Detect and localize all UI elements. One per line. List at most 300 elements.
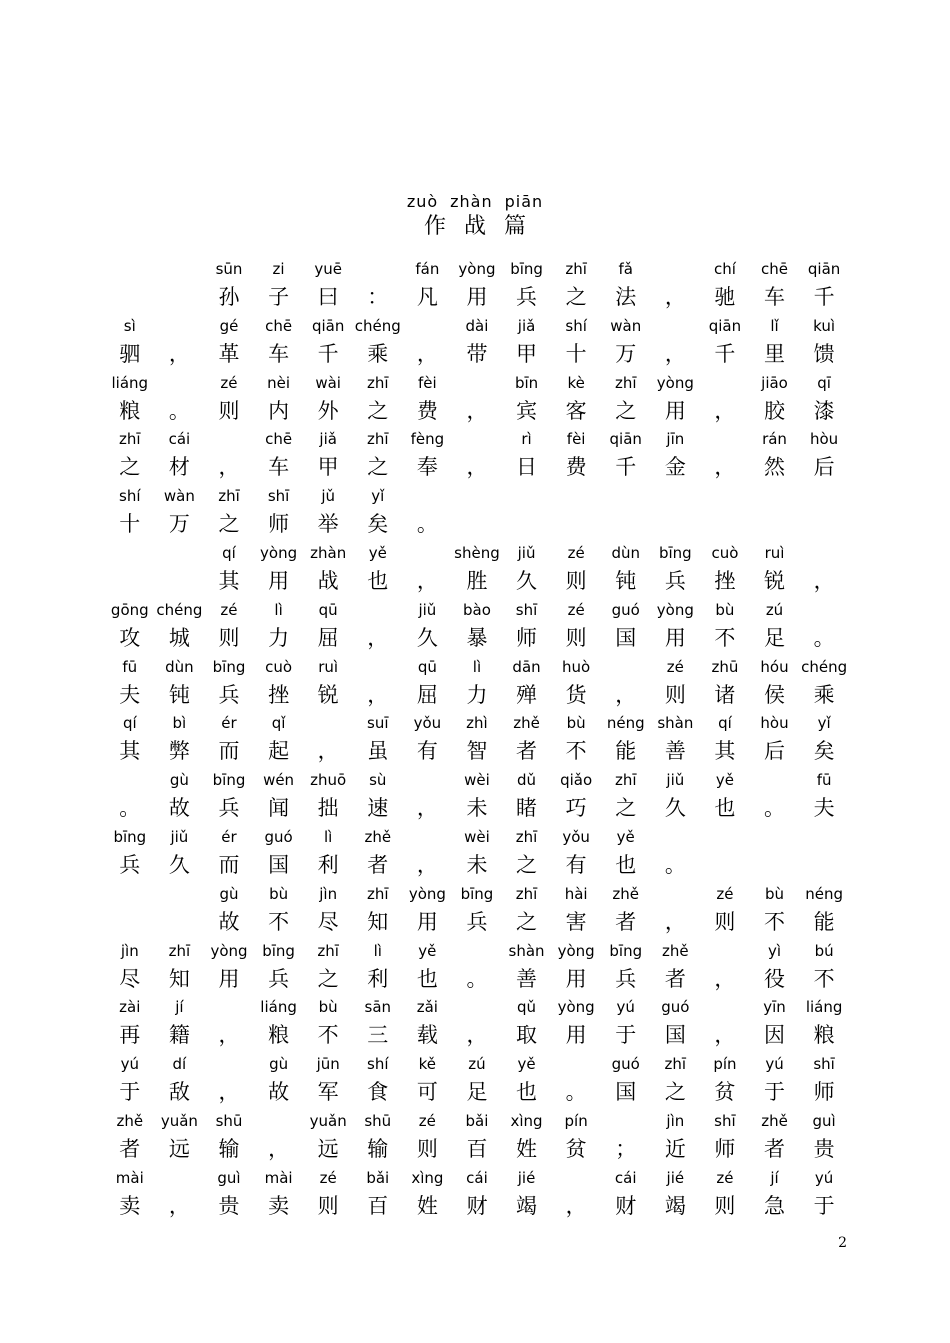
character-cell xyxy=(601,540,651,597)
pinyin: zhī xyxy=(515,884,538,903)
pinyin: fèi xyxy=(566,430,586,449)
hanzi: 用 xyxy=(466,285,488,309)
character-cell xyxy=(502,1108,552,1165)
character-cell xyxy=(155,881,205,938)
pinyin: jīn xyxy=(666,430,685,449)
hanzi: 卖 xyxy=(119,1193,141,1218)
pinyin: wàn xyxy=(610,316,642,335)
character-cell xyxy=(601,597,651,654)
pinyin xyxy=(452,994,502,1020)
character-cell xyxy=(303,1051,353,1108)
character-cell xyxy=(353,994,403,1051)
hanzi: 急 xyxy=(764,1193,786,1218)
hanzi: 夫 xyxy=(813,796,835,821)
hanzi: 粮 xyxy=(813,1023,835,1048)
pinyin xyxy=(105,881,155,907)
character-cell xyxy=(254,483,304,540)
text-line xyxy=(105,597,849,654)
character-cell xyxy=(452,1108,502,1165)
pinyin: sì xyxy=(123,316,136,335)
pinyin xyxy=(105,540,155,566)
pinyin: zé xyxy=(716,884,734,903)
pinyin xyxy=(700,370,750,396)
hanzi: 输 xyxy=(218,1136,240,1161)
pinyin: qī xyxy=(817,373,831,392)
hanzi: 也 xyxy=(714,796,736,821)
pinyin: suī xyxy=(367,714,389,733)
character-cell xyxy=(403,994,453,1051)
hanzi: 利 xyxy=(317,852,339,877)
pinyin xyxy=(155,256,205,282)
character-cell xyxy=(799,1165,849,1222)
character-cell xyxy=(750,256,800,313)
character-cell xyxy=(799,824,849,881)
character-cell xyxy=(750,1165,800,1222)
pinyin: zú xyxy=(765,600,784,619)
pinyin: kè xyxy=(567,373,585,392)
pinyin: chéng xyxy=(354,316,401,335)
pinyin: qiǎo xyxy=(560,771,593,790)
hanzi: 而 xyxy=(218,739,240,764)
pinyin xyxy=(651,824,701,850)
hanzi xyxy=(799,509,849,539)
pinyin: qiān xyxy=(708,316,742,335)
pinyin xyxy=(601,1108,651,1134)
hanzi: 利 xyxy=(367,966,389,991)
pinyin: shī xyxy=(267,487,290,506)
character-cell xyxy=(799,994,849,1051)
character-cell xyxy=(601,824,651,881)
character-cell xyxy=(700,256,750,313)
character-cell xyxy=(204,313,254,370)
character-cell xyxy=(403,1108,453,1165)
hanzi xyxy=(105,907,155,937)
pinyin: zú xyxy=(468,1055,486,1074)
pinyin: zhě xyxy=(364,827,392,846)
hanzi: 锐 xyxy=(317,682,339,707)
hanzi: 之 xyxy=(218,512,240,537)
character-cell xyxy=(303,994,353,1051)
text-line xyxy=(105,483,849,540)
hanzi: ， xyxy=(218,455,240,480)
hanzi: 兵 xyxy=(218,796,240,821)
hanzi: 国 xyxy=(664,1023,686,1048)
text-line xyxy=(105,426,849,483)
pinyin: yú xyxy=(616,998,635,1017)
hanzi xyxy=(651,509,701,539)
hanzi: 之 xyxy=(119,455,141,480)
character-cell xyxy=(403,256,453,313)
pinyin: zé xyxy=(567,543,585,562)
character-cell xyxy=(601,994,651,1051)
hanzi: 战 xyxy=(317,568,339,593)
pinyin: yú xyxy=(765,1055,784,1074)
character-cell xyxy=(155,426,205,483)
hanzi: 拙 xyxy=(317,796,339,821)
hanzi: 兵 xyxy=(268,966,290,991)
pinyin xyxy=(551,1165,601,1191)
pinyin: yòng xyxy=(408,884,446,903)
character-cell xyxy=(155,710,205,767)
hanzi: 足 xyxy=(466,1080,488,1105)
character-cell xyxy=(651,370,701,427)
character-cell xyxy=(551,426,601,483)
character-cell xyxy=(601,256,651,313)
character-cell xyxy=(303,710,353,767)
pinyin: jǔ xyxy=(321,487,336,506)
character-cell xyxy=(799,540,849,597)
hanzi: 馈 xyxy=(813,341,835,366)
character-cell xyxy=(700,881,750,938)
pinyin: cuò xyxy=(711,543,739,562)
hanzi: 尽 xyxy=(317,909,339,934)
character-cell xyxy=(502,426,552,483)
pinyin: yě xyxy=(368,543,387,562)
pinyin: shī xyxy=(714,1111,736,1130)
hanzi: 之 xyxy=(367,398,389,423)
pinyin: zhī xyxy=(664,1055,687,1074)
hanzi xyxy=(551,509,601,539)
hanzi: 于 xyxy=(615,1023,637,1048)
character-cell xyxy=(551,1165,601,1222)
character-cell xyxy=(452,938,502,995)
character-cell xyxy=(651,938,701,995)
pinyin: zhàn xyxy=(310,543,347,562)
hanzi xyxy=(155,282,205,312)
character-cell xyxy=(601,881,651,938)
pinyin: kě xyxy=(418,1055,437,1074)
hanzi: 知 xyxy=(367,909,389,934)
character-cell xyxy=(452,881,502,938)
pinyin: cái xyxy=(466,1168,488,1187)
pinyin: jí xyxy=(175,998,184,1017)
hanzi: 足 xyxy=(764,625,786,650)
pinyin: fèi xyxy=(418,373,437,392)
pinyin: hòu xyxy=(760,714,789,733)
character-cell xyxy=(601,767,651,824)
pinyin: bù xyxy=(269,884,289,903)
hanzi: 敌 xyxy=(168,1080,190,1105)
character-cell xyxy=(750,881,800,938)
pinyin: wàn xyxy=(163,487,195,506)
hanzi: 奉 xyxy=(416,455,438,480)
pinyin: bù xyxy=(765,884,785,903)
pinyin: yú xyxy=(814,1168,834,1187)
pinyin: bú xyxy=(814,941,834,960)
character-cell xyxy=(204,483,254,540)
pinyin xyxy=(204,994,254,1020)
character-cell xyxy=(452,994,502,1051)
hanzi: ， xyxy=(416,341,438,366)
hanzi: 。 xyxy=(565,1080,587,1105)
hanzi: 力 xyxy=(268,625,290,650)
hanzi: 挫 xyxy=(714,568,736,593)
pinyin xyxy=(700,824,750,850)
hanzi: 可 xyxy=(416,1080,438,1105)
pinyin: zhě xyxy=(612,884,640,903)
hanzi: 举 xyxy=(317,512,339,537)
character-cell xyxy=(452,256,502,313)
hanzi: 速 xyxy=(367,796,389,821)
pinyin: yě xyxy=(715,771,734,790)
character-cell xyxy=(254,540,304,597)
character-cell xyxy=(551,881,601,938)
hanzi: 粮 xyxy=(268,1023,290,1048)
hanzi: 力 xyxy=(466,682,488,707)
pinyin: chē xyxy=(265,430,293,449)
character-cell xyxy=(303,370,353,427)
hanzi: 其 xyxy=(218,568,240,593)
hanzi: ： xyxy=(367,285,389,309)
hanzi: 乘 xyxy=(367,341,389,366)
hanzi: 漆 xyxy=(813,398,835,423)
character-cell xyxy=(502,767,552,824)
hanzi: 千 xyxy=(615,455,637,480)
character-cell xyxy=(403,1165,453,1222)
character-cell xyxy=(502,710,552,767)
pinyin: yīn xyxy=(763,998,786,1017)
hanzi: 害 xyxy=(565,909,587,934)
pinyin: yǐ xyxy=(371,487,385,506)
character-cell xyxy=(204,824,254,881)
character-cell xyxy=(601,1165,651,1222)
hanzi: 则 xyxy=(714,909,736,934)
pinyin: kuì xyxy=(813,316,836,335)
character-cell xyxy=(551,256,601,313)
hanzi: 。 xyxy=(813,625,835,650)
page-number: 2 xyxy=(838,1235,847,1251)
character-cell xyxy=(105,824,155,881)
pinyin xyxy=(452,370,502,396)
hanzi: 胜 xyxy=(466,568,488,593)
hanzi: 役 xyxy=(764,966,786,991)
character-cell xyxy=(601,426,651,483)
pinyin: fū xyxy=(122,657,138,676)
hanzi: 攻 xyxy=(119,625,141,650)
character-cell xyxy=(105,426,155,483)
hanzi: 不 xyxy=(317,1023,339,1048)
pinyin: zhī xyxy=(614,373,637,392)
character-cell xyxy=(651,1051,701,1108)
hanzi: ， xyxy=(367,682,389,707)
character-cell xyxy=(502,370,552,427)
pinyin: bīng xyxy=(609,941,643,960)
pinyin: zhī xyxy=(119,430,141,449)
character-cell xyxy=(452,1165,502,1222)
pinyin xyxy=(155,540,205,566)
character-cell xyxy=(799,938,849,995)
character-cell xyxy=(105,256,155,313)
hanzi: 内 xyxy=(268,398,290,423)
character-cell xyxy=(799,654,849,711)
pinyin: qiān xyxy=(609,430,642,449)
hanzi: 钝 xyxy=(615,568,637,593)
hanzi: 则 xyxy=(317,1193,339,1218)
pinyin: bù xyxy=(566,714,586,733)
pinyin: hài xyxy=(564,884,588,903)
pinyin xyxy=(254,1108,304,1134)
character-cell xyxy=(750,313,800,370)
hanzi: 师 xyxy=(516,625,538,650)
pinyin: chí xyxy=(713,260,736,278)
character-cell xyxy=(353,710,403,767)
character-cell xyxy=(551,767,601,824)
pinyin: qí xyxy=(718,714,732,733)
pinyin: shí xyxy=(367,1055,389,1074)
hanzi: 殚 xyxy=(516,682,538,707)
pinyin: dài xyxy=(465,316,489,335)
pinyin: gōng xyxy=(110,600,149,619)
pinyin xyxy=(452,938,502,964)
character-cell xyxy=(551,994,601,1051)
hanzi: 巧 xyxy=(565,796,587,821)
character-cell xyxy=(750,824,800,881)
hanzi: 者 xyxy=(664,966,686,991)
character-cell xyxy=(403,710,453,767)
character-cell xyxy=(204,1165,254,1222)
hanzi: 则 xyxy=(565,568,587,593)
pinyin: wài xyxy=(315,373,341,392)
character-cell xyxy=(651,597,701,654)
text-line xyxy=(105,1051,849,1108)
pinyin: zhī xyxy=(515,827,538,846)
pinyin xyxy=(651,313,701,339)
hanzi: 车 xyxy=(268,341,290,366)
pinyin: shèng xyxy=(454,543,500,562)
hanzi: 兵 xyxy=(119,852,141,877)
pinyin: gù xyxy=(219,884,239,903)
hanzi: 日 xyxy=(516,455,538,480)
hanzi: 曰 xyxy=(317,285,339,309)
hanzi: 师 xyxy=(813,1080,835,1105)
pinyin: chē xyxy=(265,316,293,335)
pinyin: lì xyxy=(324,827,333,846)
character-cell xyxy=(105,994,155,1051)
hanzi: 智 xyxy=(466,739,488,764)
pinyin xyxy=(155,1165,205,1191)
pinyin: bīng xyxy=(262,941,295,960)
character-cell xyxy=(204,654,254,711)
text-line xyxy=(105,994,849,1051)
character-cell xyxy=(155,597,205,654)
hanzi: 矣 xyxy=(367,512,389,537)
pinyin: qǔ xyxy=(517,998,537,1017)
character-cell xyxy=(452,654,502,711)
hanzi: 不 xyxy=(813,966,835,991)
pinyin: zǎi xyxy=(416,998,438,1017)
character-cell xyxy=(303,1165,353,1222)
character-cell xyxy=(254,1051,304,1108)
pinyin: lì xyxy=(373,941,382,960)
character-cell xyxy=(403,370,453,427)
hanzi: 胶 xyxy=(764,398,786,423)
pinyin: bù xyxy=(715,600,735,619)
character-cell xyxy=(403,881,453,938)
hanzi: 之 xyxy=(615,796,637,821)
hanzi: 久 xyxy=(664,796,686,821)
hanzi: 后 xyxy=(764,739,786,764)
pinyin: lì xyxy=(472,657,482,676)
character-cell xyxy=(204,1108,254,1165)
character-cell xyxy=(353,597,403,654)
hanzi xyxy=(700,850,750,880)
character-cell xyxy=(353,824,403,881)
character-cell xyxy=(700,767,750,824)
character-cell xyxy=(651,483,701,540)
character-cell xyxy=(750,994,800,1051)
pinyin: guó xyxy=(611,600,640,619)
pinyin: liáng xyxy=(111,373,149,392)
character-cell xyxy=(502,483,552,540)
hanzi: 不 xyxy=(714,625,736,650)
hanzi: 则 xyxy=(714,1193,736,1218)
pinyin: yě xyxy=(418,941,437,960)
pinyin: huò xyxy=(562,657,591,676)
hanzi: ， xyxy=(416,796,438,821)
character-cell xyxy=(353,313,403,370)
pinyin: qǐ xyxy=(271,714,286,733)
character-cell xyxy=(353,256,403,313)
hanzi: 善 xyxy=(516,966,538,991)
character-cell xyxy=(799,710,849,767)
hanzi: 。 xyxy=(168,398,190,423)
character-cell xyxy=(551,1051,601,1108)
pinyin xyxy=(700,426,750,452)
hanzi: ， xyxy=(416,852,438,877)
pinyin: gé xyxy=(219,316,239,335)
hanzi: 弊 xyxy=(168,739,190,764)
character-cell xyxy=(799,370,849,427)
hanzi: 不 xyxy=(268,909,290,934)
pinyin: zé xyxy=(220,373,238,392)
pinyin xyxy=(799,597,849,623)
pinyin: bǎi xyxy=(465,1111,489,1130)
hanzi: ， xyxy=(466,1023,488,1048)
character-cell xyxy=(155,1165,205,1222)
pinyin: yòng xyxy=(656,600,694,619)
hanzi: 宾 xyxy=(516,398,538,423)
hanzi: 用 xyxy=(664,625,686,650)
hanzi: 甲 xyxy=(516,341,538,366)
character-cell xyxy=(601,1108,651,1165)
hanzi: 籍 xyxy=(168,1023,190,1048)
hanzi: 用 xyxy=(565,1023,587,1048)
pinyin: yǐ xyxy=(817,714,831,733)
pinyin: jūn xyxy=(316,1055,340,1074)
pinyin: zhě xyxy=(116,1111,144,1130)
pinyin: rì xyxy=(521,430,532,449)
hanzi: 用 xyxy=(268,568,290,593)
hanzi: ， xyxy=(367,625,389,650)
pinyin: zé xyxy=(567,600,585,619)
pinyin xyxy=(799,540,849,566)
character-cell xyxy=(452,1051,502,1108)
hanzi: 能 xyxy=(615,739,637,764)
text-line xyxy=(105,313,849,370)
hanzi: 百 xyxy=(466,1136,488,1161)
character-cell xyxy=(353,370,403,427)
hanzi: 用 xyxy=(218,966,240,991)
character-cell xyxy=(403,1051,453,1108)
hanzi: 知 xyxy=(168,966,190,991)
pinyin: dùn xyxy=(611,543,640,562)
character-cell xyxy=(502,540,552,597)
hanzi: ， xyxy=(218,1023,240,1048)
pinyin: chéng xyxy=(156,600,203,619)
character-cell xyxy=(155,370,205,427)
character-cell xyxy=(105,597,155,654)
character-cell xyxy=(254,1108,304,1165)
